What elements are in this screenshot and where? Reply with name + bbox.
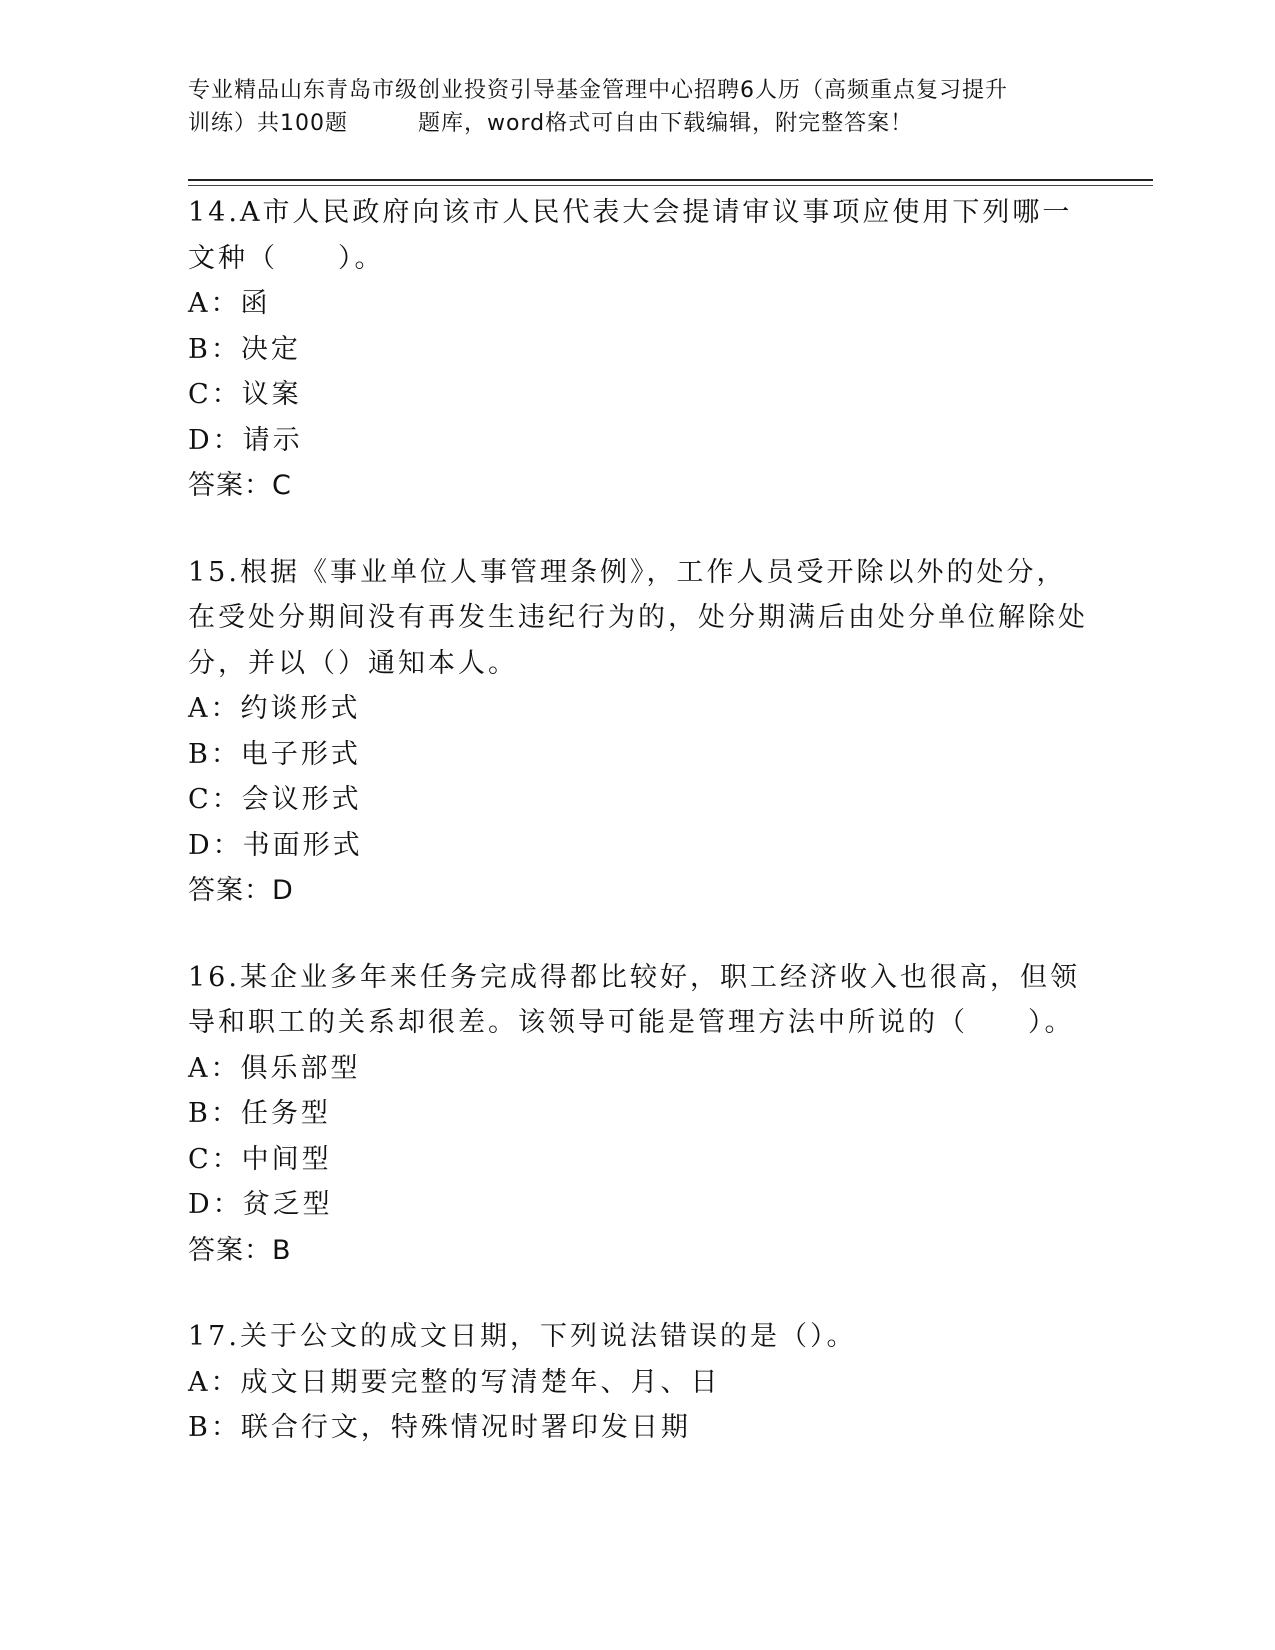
header-line-2-part-2: 题库，word格式可自由下载编辑，附完整答案！	[418, 111, 914, 136]
question-stem: 16.某企业多年来任务完成得都比较好，职工经济收入也很高，但领导和职工的关系却很差。该领导可能是管理方法中所说的（ ）。	[188, 961, 1080, 1038]
question-14	[188, 190, 1088, 509]
question-16	[188, 955, 1088, 1274]
option-d: D：请示	[188, 424, 303, 456]
answer: 答案：C	[188, 470, 292, 501]
answer: 答案：D	[188, 875, 294, 906]
header-line-2-part-1: 训练）共100题	[188, 111, 348, 136]
option-b: B：联合行文，特殊情况时署印发日期	[188, 1412, 691, 1443]
question-15	[188, 550, 1088, 914]
option-b: B：决定	[188, 333, 301, 365]
option-c: C：议案	[188, 379, 302, 410]
header-line-1: 专业精品山东青岛市级创业投资引导基金管理中心招聘6人历（高频重点复习提升	[188, 78, 1008, 103]
header-rule-thick	[188, 179, 1153, 181]
answer: 答案：B	[188, 1234, 292, 1266]
question-17	[188, 1314, 1088, 1451]
option-c: C：会议形式	[188, 784, 362, 815]
option-a: A：函	[188, 288, 271, 319]
question-stem: 15.根据《事业单位人事管理条例》，工作人员受开除以外的处分，在受处分期间没有再发生违纪行为的，处分期满后由处分单位解除处分，并以（）通知本人。	[188, 556, 1088, 679]
option-c: C：中间型	[188, 1143, 332, 1175]
header-rule-thin	[188, 185, 1153, 186]
option-d: D：贫乏型	[188, 1189, 333, 1220]
option-a: A：成文日期要完整的写清楚年、月、日	[188, 1366, 721, 1398]
option-b: B：任务型	[188, 1098, 331, 1129]
question-list	[188, 190, 1088, 1492]
option-a: A：俱乐部型	[188, 1052, 361, 1084]
document-header	[188, 74, 1088, 140]
question-stem: 14.A市人民政府向该市人民代表大会提请审议事项应使用下列哪一文种（ ）。	[188, 197, 1073, 274]
question-stem: 17.关于公文的成文日期，下列说法错误的是（）。	[188, 1321, 857, 1352]
option-d: D：书面形式	[188, 829, 363, 861]
option-a: A：约谈形式	[188, 693, 361, 724]
header-line-2	[188, 107, 1088, 140]
option-b: B：电子形式	[188, 738, 361, 770]
